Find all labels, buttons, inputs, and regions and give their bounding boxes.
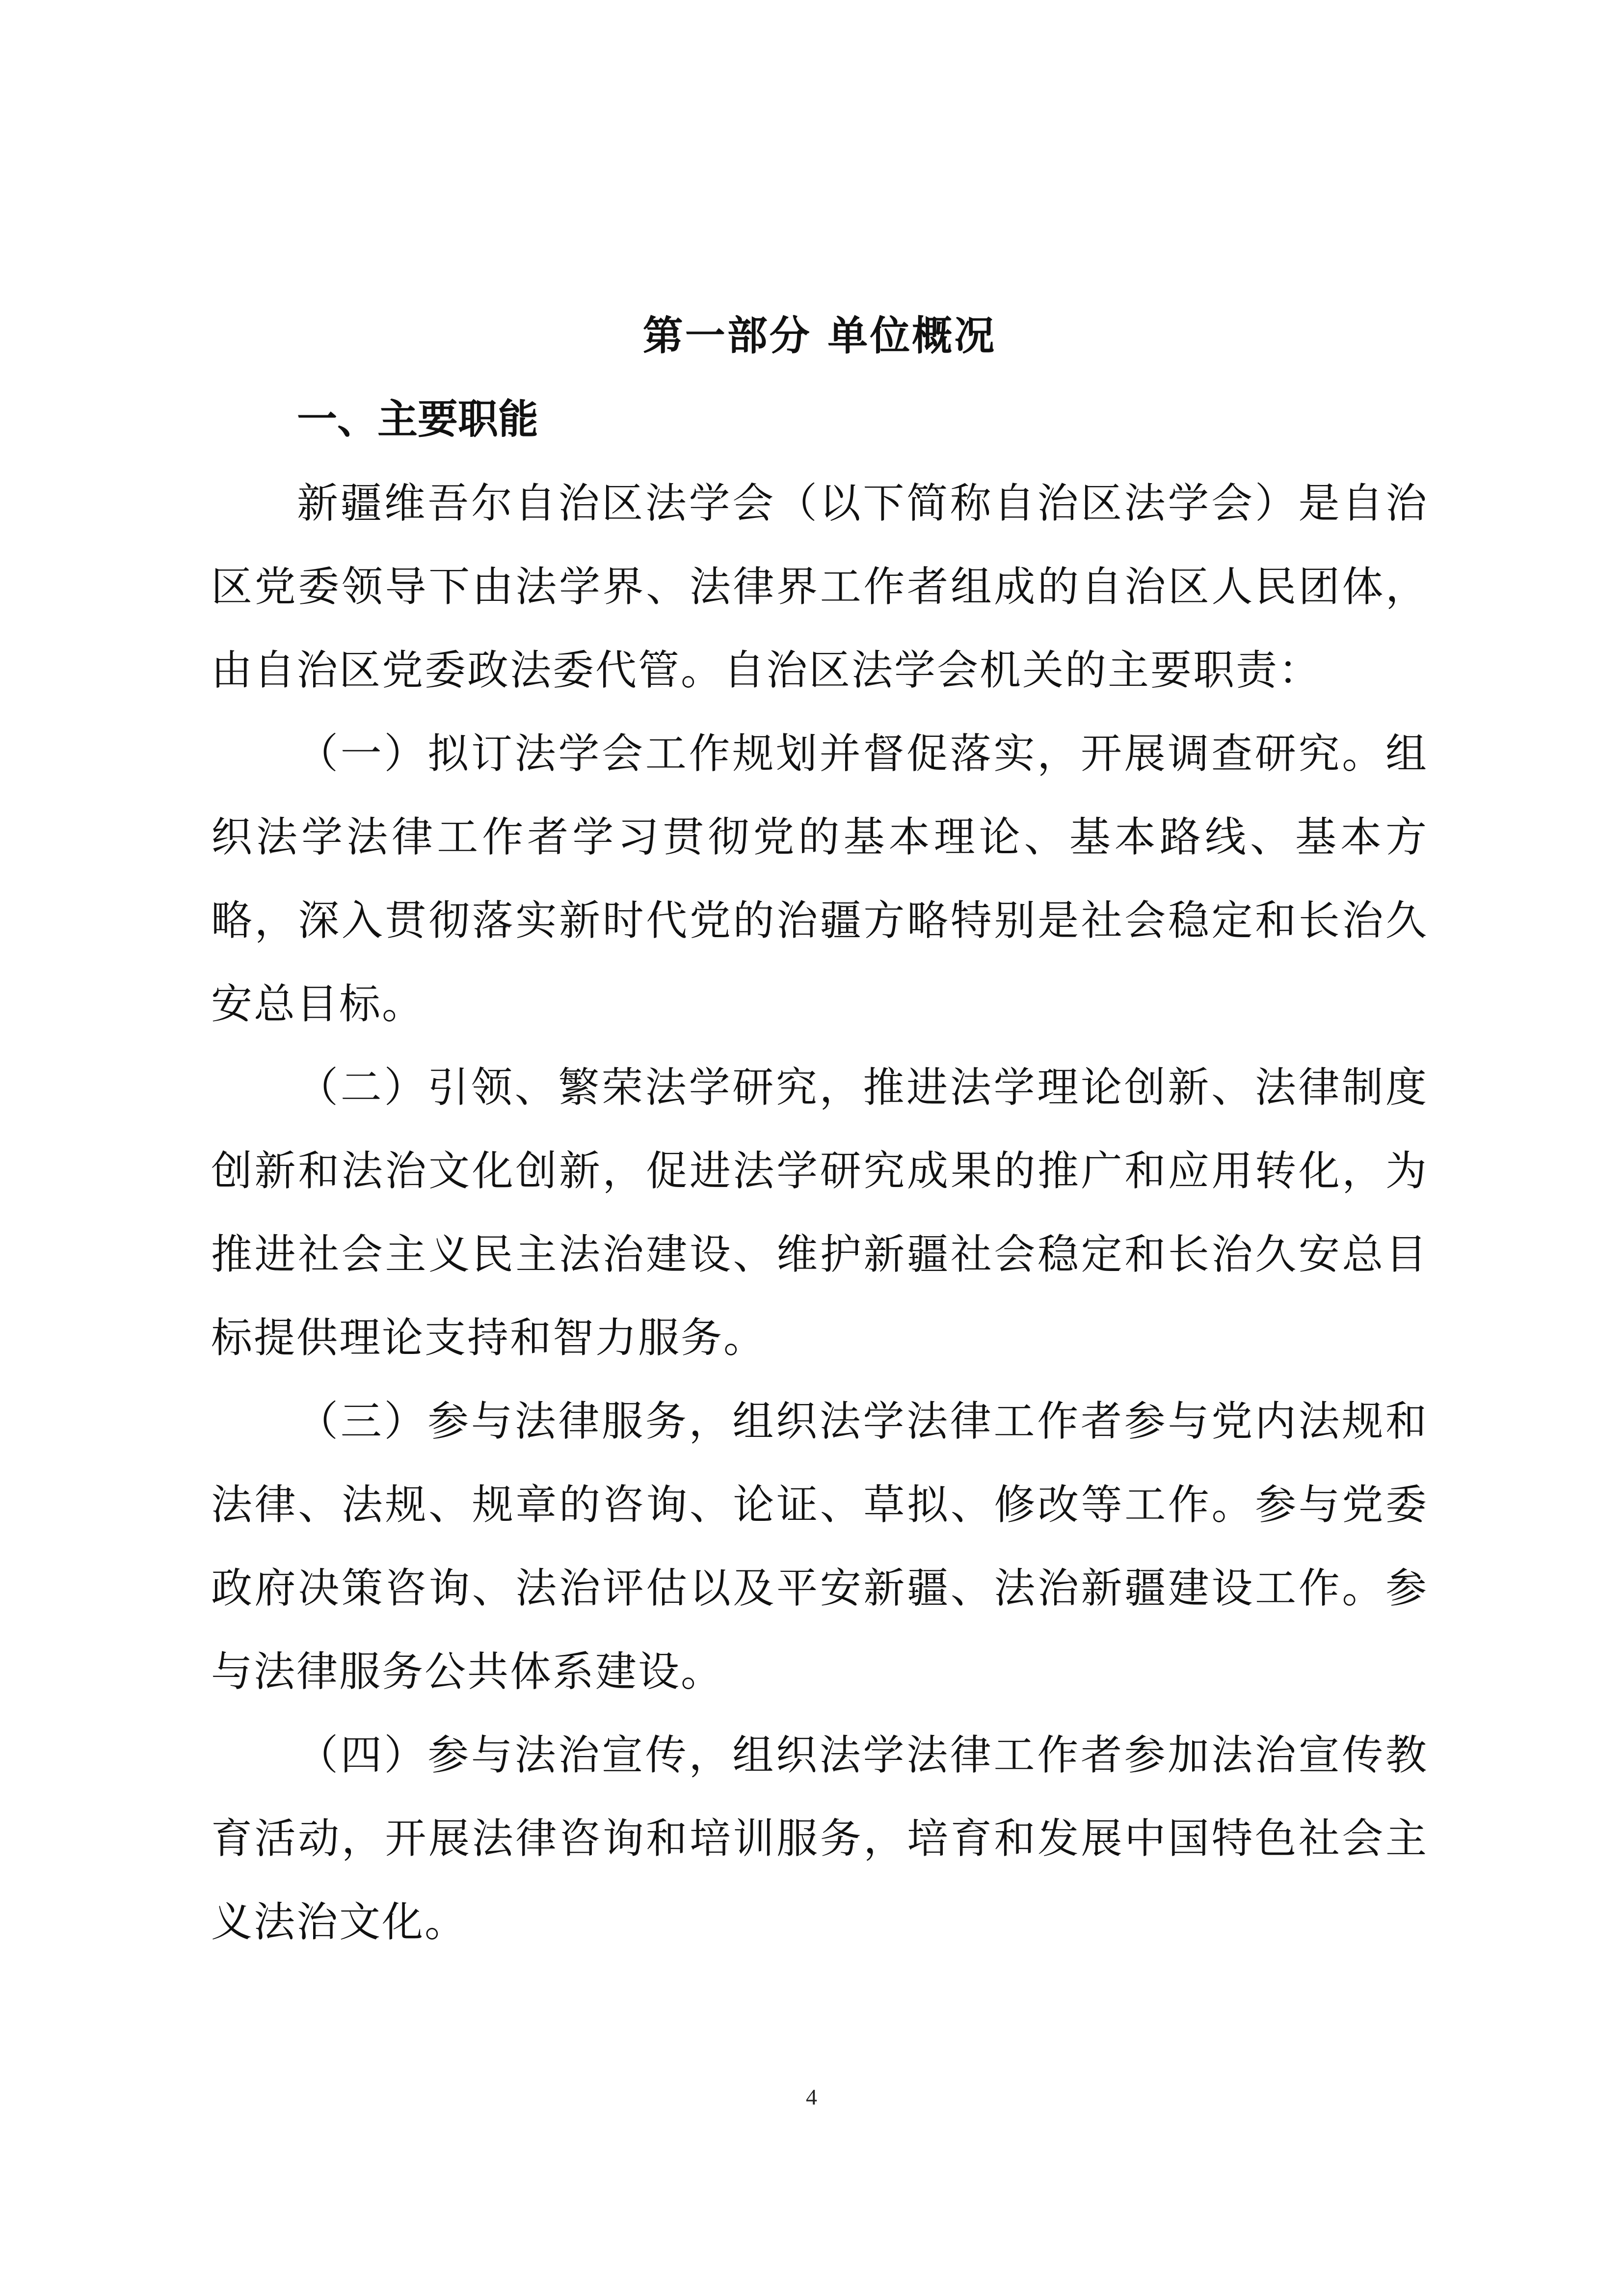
page-number: 4 <box>806 2084 817 2109</box>
intro-paragraph: 新疆维吾尔自治区法学会（以下简称自治区法学会）是自治区党委领导下由法学界、法律界工作者组成的自治区人民团体，由自治区党委政法委代管。自治区法学会机关的主要职责： <box>211 479 1428 694</box>
document-body <box>211 295 1428 1964</box>
section-heading: 一、主要职能 <box>297 396 539 443</box>
duty-paragraph-2: （二）引领、繁荣法学研究，推进法学理论创新、法律制度创新和法治文化创新，促进法学研究成果的推广和应用转化，为推进社会主义民主法治建设、维护新疆社会稳定和长治久安总目标提供理论支持和智力服务。 <box>211 1063 1428 1362</box>
duty-paragraph-4: （四）参与法治宣传，组织法学法律工作者参加法治宣传教育活动，开展法律咨询和培训服务，培育和发展中国特色社会主义法治文化。 <box>211 1731 1428 1946</box>
duty-paragraph-1: （一）拟订法学会工作规划并督促落实，开展调查研究。组织法学法律工作者学习贯彻党的基本理论、基本路线、基本方略，深入贯彻落实新时代党的治疆方略特别是社会稳定和长治久安总目标。 <box>211 729 1428 1028</box>
duty-paragraph-3: （三）参与法律服务，组织法学法律工作者参与党内法规和法律、法规、规章的咨询、论证、草拟、修改等工作。参与党委政府决策咨询、法治评估以及平安新疆、法治新疆建设工作。参与法律服务公共体系建设。 <box>211 1397 1428 1696</box>
part-title: 第一部分 单位概况 <box>642 313 997 359</box>
